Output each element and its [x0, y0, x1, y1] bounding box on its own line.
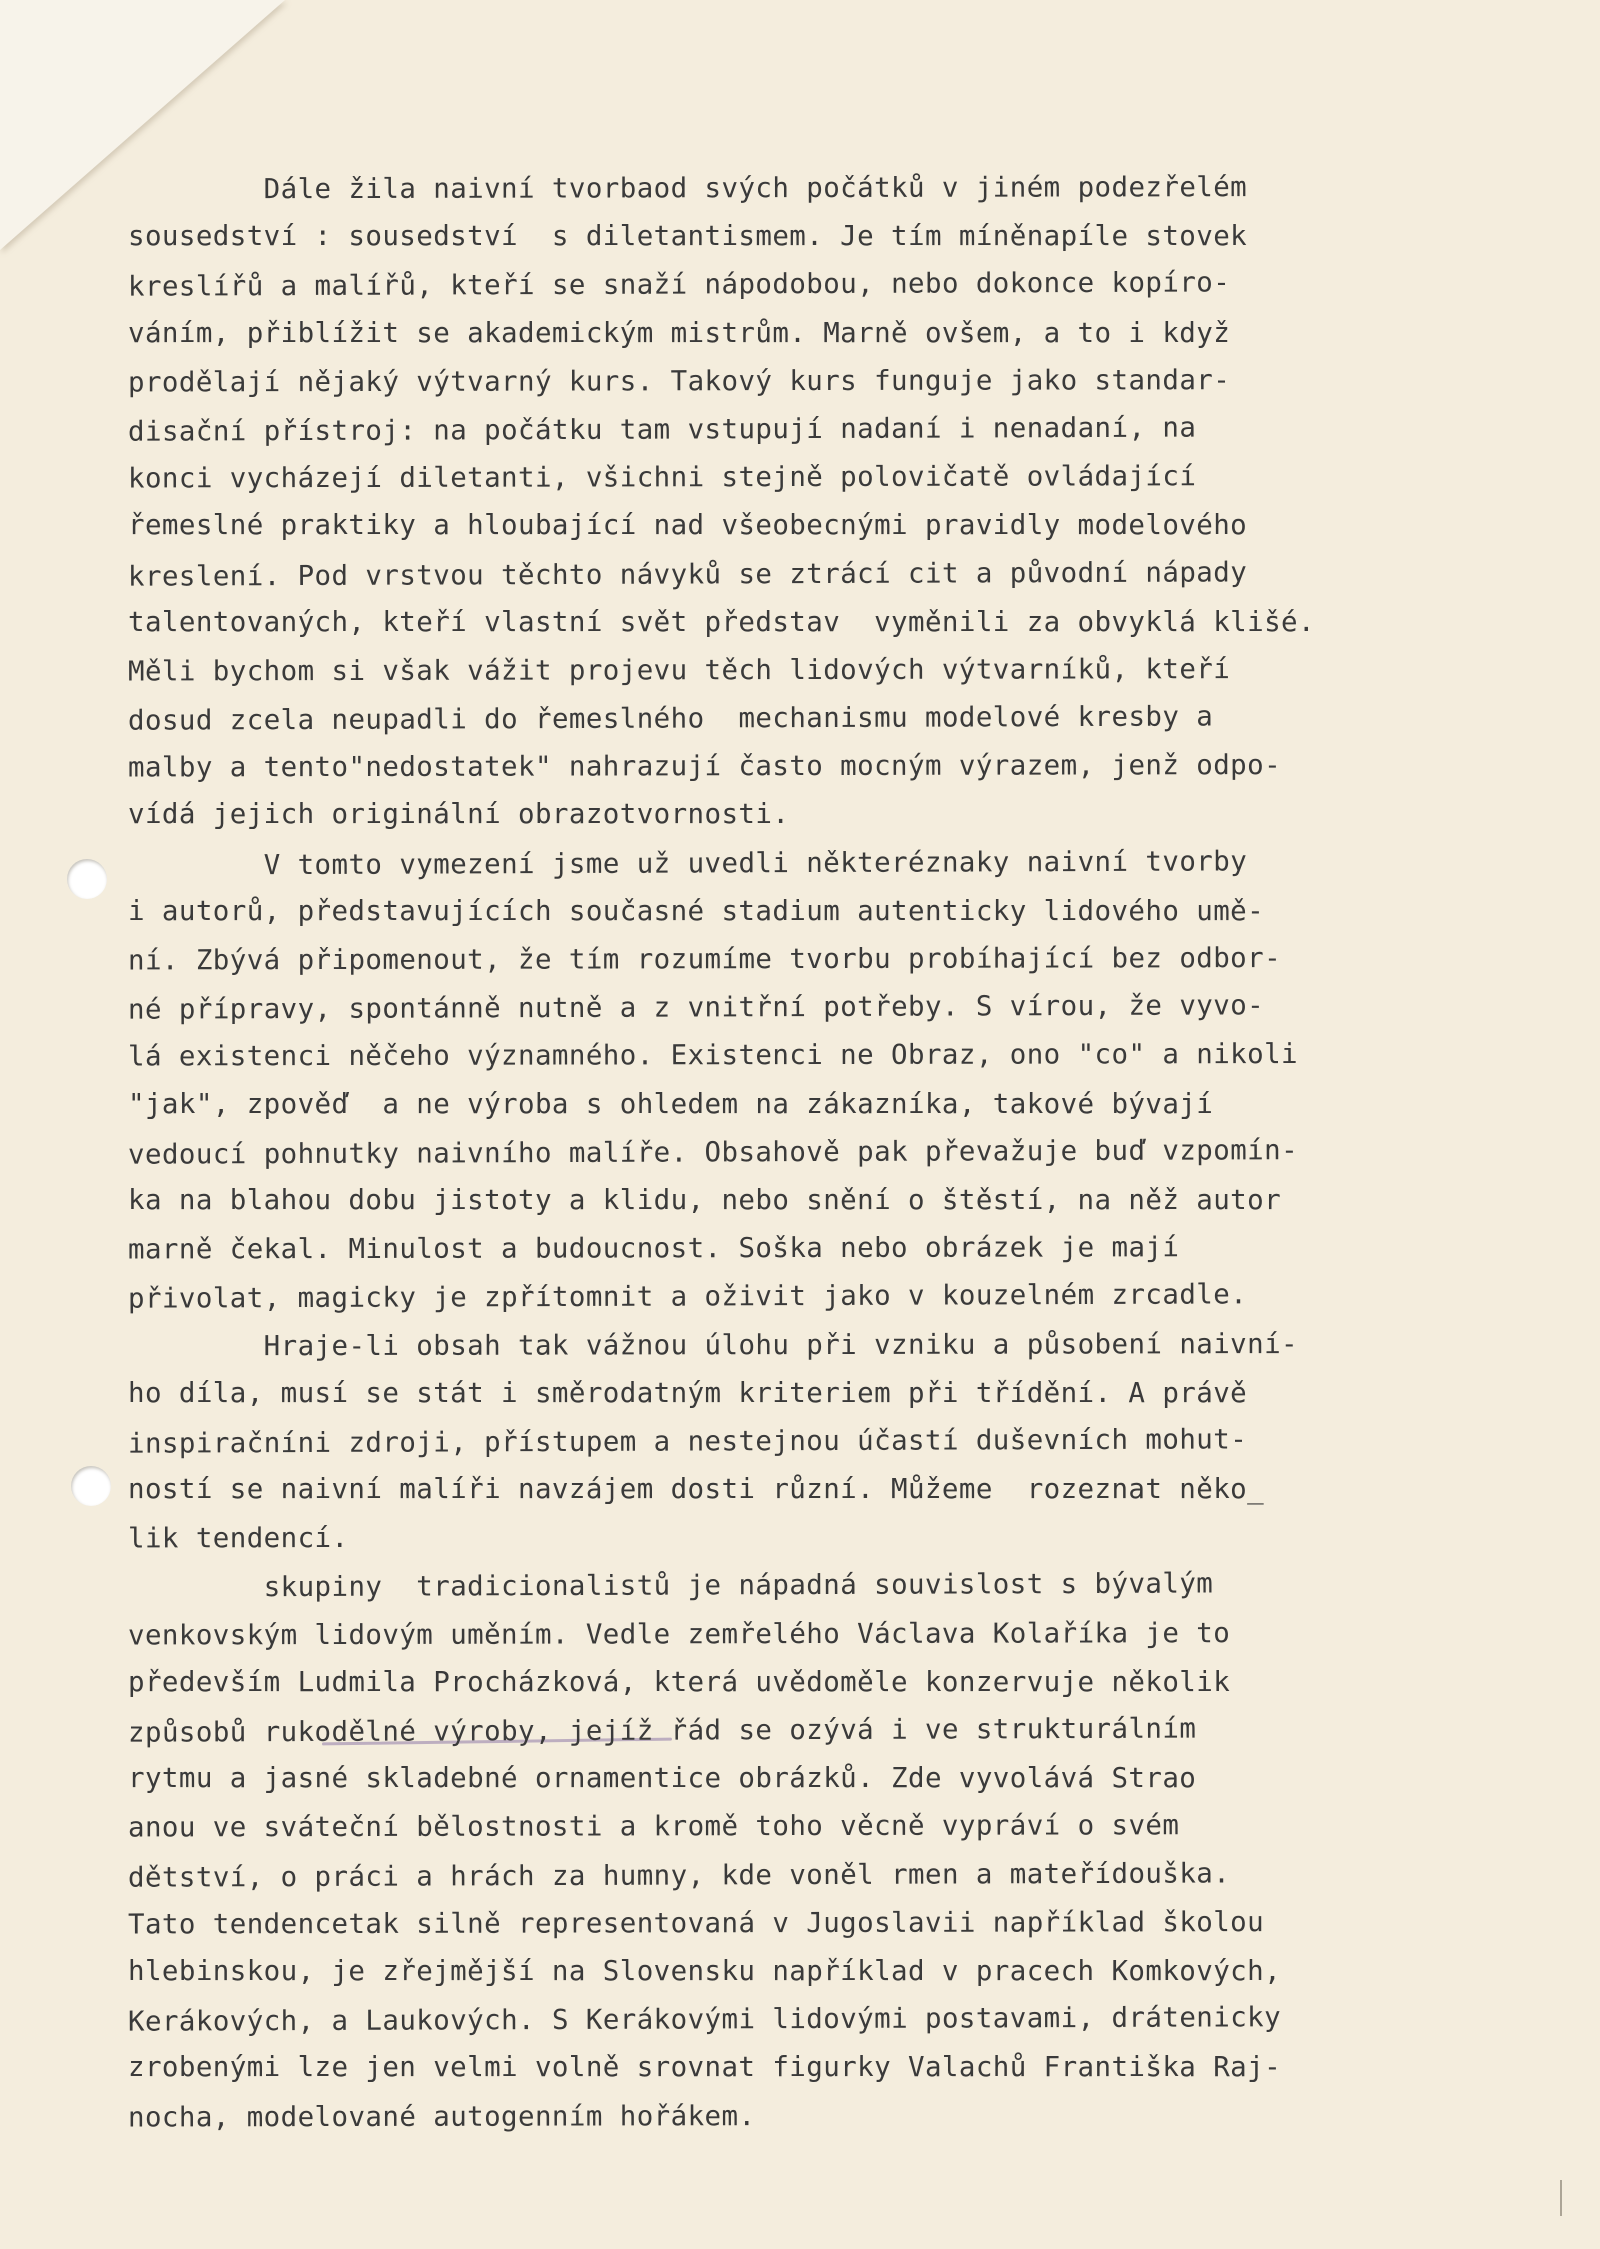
text-line: ní. Zbývá připomenout, že tím rozumíme tvorbu probíhající bez odbor-	[127, 942, 1282, 977]
text-line: talentovaných, kteří vlastní svět představ vyměnili za obvyklá klišé.	[128, 605, 1315, 638]
typewritten-text	[128, 164, 1508, 2140]
text-line: malby a tento"nedostatek" nahrazují často mocným výrazem, jenž odpo-	[127, 749, 1282, 784]
text-line: marně čekal. Minulost a budoucnost. Soška nebo obrázek je mají	[127, 1231, 1180, 1266]
text-line: řemeslné praktiky a hloubající nad všeobecnými pravidly modelového	[128, 509, 1248, 542]
text-line: zrobenými lze jen velmi volně srovnat figurky Valachů Františka Raj-	[128, 2051, 1282, 2084]
text-line: anou ve sváteční bělostnosti a kromě toho věcně vypráví o svém	[127, 1809, 1180, 1844]
text-line: i autorů, představujících současné stadium autenticky lidového umě-	[128, 894, 1265, 927]
text-line: ka na blahou dobu jistoty a klidu, nebo snění o štěstí, na něž autor	[128, 1183, 1282, 1216]
text-line: kreslení. Pod vrstvou těchto návyků se ztrácí cit a původní nápady	[127, 555, 1248, 593]
text-line: lik tendencí.	[127, 1522, 349, 1555]
text-line: hlebinskou, je zřejmější na Slovensku například v pracech Komkových,	[128, 1954, 1282, 1987]
text-line: inspiračníni zdroji, přístupem a nestejnou účastí duševních mohut-	[127, 1423, 1248, 1460]
punch-hole	[71, 1466, 111, 1506]
text-line: V tomto vymezení jsme už uvedli některéznaky naivní tvorby	[127, 844, 1248, 882]
text-line: dětství, o práci a hrách za humny, kde voněl rmen a mateřídouška.	[127, 1856, 1231, 1894]
text-line: kreslířů a malířů, kteří se snaží nápodobou, nebo dokonce kopíro-	[127, 266, 1231, 304]
text-line: především Ludmila Procházková, která uvědoměle konzervuje několik	[128, 1665, 1231, 1698]
text-line: Měli bychom si však vážit projevu těch lidových výtvarníků, kteří	[127, 653, 1231, 688]
text-line: Dále žila naivní tvorbaod svých počátků v jiném podezřelém	[127, 171, 1248, 206]
text-line: sousedství : sousedství s diletantismem. Je tím míněnapíle stovek	[128, 220, 1248, 253]
text-line: dosud zcela neupadli do řemeslného mechanismu modelové kresby a	[127, 700, 1214, 737]
punch-hole	[67, 859, 107, 899]
text-line: vedoucí pohnutky naivního malíře. Obsahově pak převažuje buď vzpomín-	[127, 1133, 1299, 1171]
text-line: né přípravy, spontánně nutně a z vnitřní potřeby. S vírou, že vyvo-	[127, 989, 1265, 1026]
text-line: skupiny tradicionalistů je nápadná souvislost s bývalým	[127, 1567, 1214, 1605]
text-line: Kerákových, a Laukových. S Kerákovými lidovými postavami, drátenicky	[127, 2001, 1282, 2038]
text-line: "jak", zpověď a ne výroba s ohledem na zákazníka, takové bývají	[128, 1087, 1214, 1120]
text-line: nocha, modelované autogenním hořákem.	[127, 2099, 756, 2133]
text-line: přivolat, magicky je zpřítomnit a oživit jako v kouzelném zrcadle.	[127, 1278, 1248, 1315]
text-line: způsobů rukodělné výroby, jejíž řád se ozývá i ve strukturálním	[127, 1712, 1197, 1749]
text-line: Tato tendencetak silně representovaná v Jugoslavii například školou	[127, 1905, 1265, 1941]
text-line: venkovským lidovým uměním. Vedle zemřelého Václava Kolaříka je to	[127, 1616, 1231, 1652]
text-line: konci vycházejí diletanti, všichni stejně polovičatě ovládající	[127, 460, 1197, 495]
text-line: lá existenci něčeho významného. Existenci ne Obraz, ono "co" a nikoli	[127, 1038, 1299, 1073]
text-line: ho díla, musí se stát i směrodatným kriteriem při třídění. A právě	[128, 1376, 1248, 1409]
edge-mark	[1560, 2180, 1562, 2216]
text-line: rytmu a jasné skladebné ornamentice obrázků. Zde vyvolává Strao	[128, 1762, 1197, 1795]
text-line: disační přístroj: na počátku tam vstupují nadaní i nenadaní, na	[127, 411, 1197, 448]
text-line: prodělají nějaký výtvarný kurs. Takový kurs funguje jako standar-	[127, 363, 1231, 399]
text-line: vídá jejich originální obrazotvornosti.	[128, 798, 790, 831]
text-line: váním, přiblížit se akademickým mistrům. Marně ovšem, a to i když	[128, 316, 1231, 349]
text-line: ností se naivní malíři navzájem dosti různí. Můžeme rozeznat něko_	[128, 1473, 1265, 1506]
text-line: Hraje-li obsah tak vážnou úlohu při vzniku a působení naivní-	[127, 1327, 1299, 1362]
